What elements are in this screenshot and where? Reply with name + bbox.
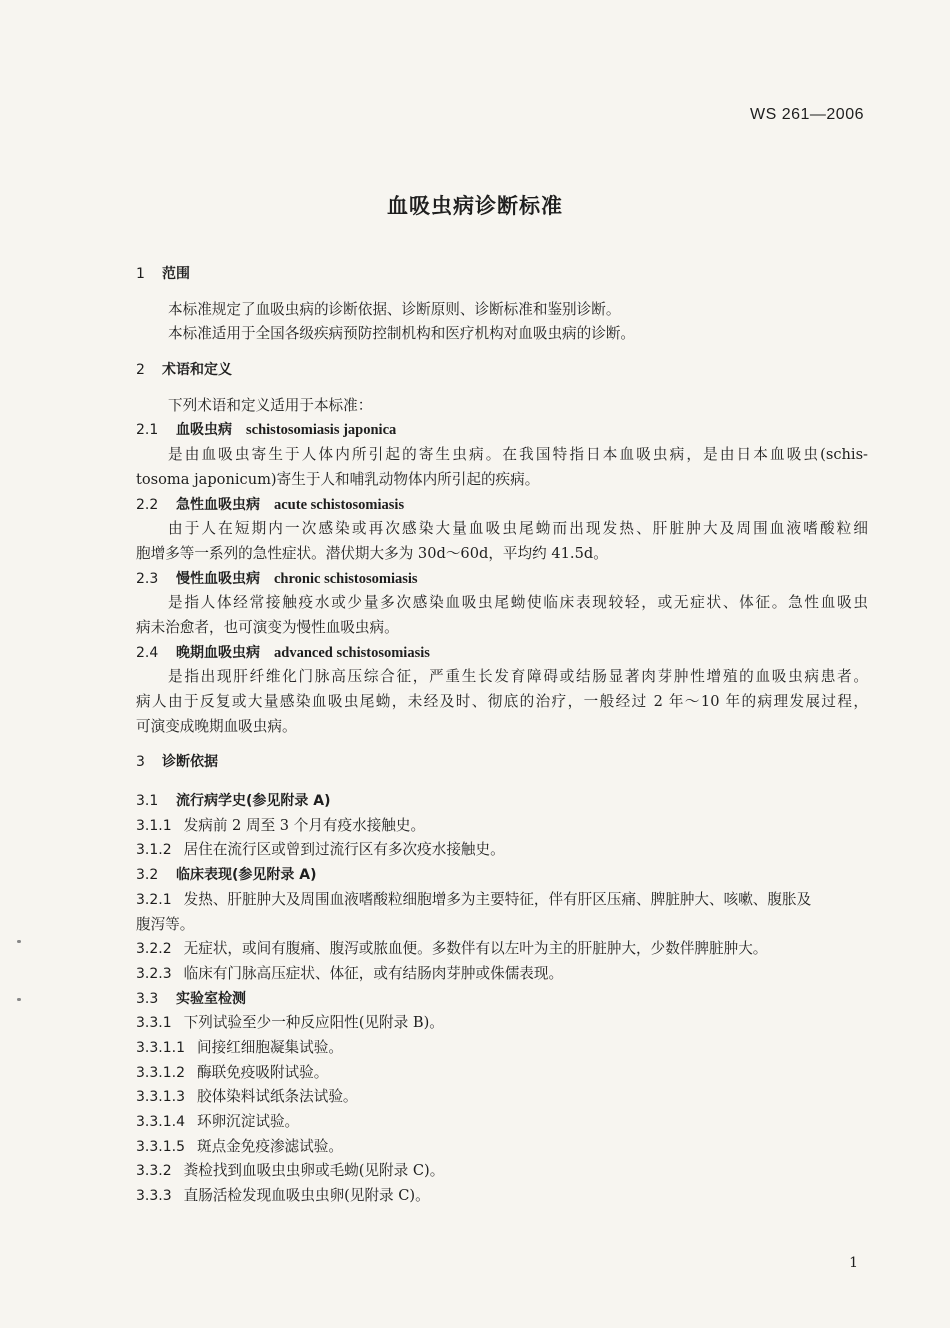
clause-3-3-1-5: 3.3.1.5 斑点金免疫渗滤试验。: [136, 1137, 343, 1155]
standard-code: WS 261—2006: [749, 106, 864, 123]
clause-3-3-1-3: 3.3.1.3 胶体染料试纸条法试验。: [136, 1088, 358, 1106]
term-2-3: 2.3 慢性血吸虫病 chronic schistosomiasis: [136, 570, 418, 587]
term-2-2: 2.2 急性血吸虫病 acute schistosomiasis: [136, 496, 405, 513]
clause-3-3-1-1: 3.3.1.1 间接红细胞凝集试验。: [136, 1038, 343, 1056]
clause-3-2-1-continued: 腹泻等。: [136, 915, 195, 933]
term-definition: 可演变成晚期血吸虫病。: [136, 717, 297, 735]
section-3-heading: 3 诊断依据: [136, 754, 218, 771]
clause-3-3-2: 3.3.2 粪检找到血吸虫虫卵或毛蚴(见附录 C)。: [136, 1162, 445, 1180]
term-definition: 是指出现肝纤维化门脉高压综合征，严重生长发育障碍或结肠显著肉芽肿性增殖的血吸虫病患者。: [168, 668, 868, 686]
document-body: [136, 262, 868, 1209]
page-number: 1: [849, 1255, 858, 1271]
clause-3-1: 3.1 流行病学史(参见附录 A): [136, 793, 331, 810]
document-title: 血吸虫病诊断标准: [387, 194, 563, 218]
section-1-paragraph: 本标准适用于全国各级疾病预防控制机构和医疗机构对血吸虫病的诊断。: [168, 325, 636, 343]
clause-3-3-1-2: 3.3.1.2 酶联免疫吸附试验。: [136, 1063, 329, 1081]
scan-speck: [17, 940, 21, 943]
clause-3-1-1: 3.1.1 发病前 2 周至 3 个月有疫水接触史。: [136, 816, 426, 834]
clause-3-2-2: 3.2.2 无症状，或间有腹痛、腹泻或脓血便。多数伴有以左叶为主的肝脏肿大，少数伴脾脏肿大。: [136, 940, 768, 958]
section-1-paragraph: 本标准规定了血吸虫病的诊断依据、诊断原则、诊断标准和鉴别诊断。: [168, 300, 621, 318]
term-2-4: 2.4 晚期血吸虫病 advanced schistosomiasis: [136, 644, 430, 661]
clause-3-3-3: 3.3.3 直肠活检发现血吸虫虫卵(见附录 C)。: [136, 1187, 430, 1205]
section-1-heading: 1 范围: [136, 266, 190, 282]
term-definition: tosoma japonicum)寄生于人和哺乳动物体内所引起的疾病。: [136, 470, 540, 488]
clause-3-2: 3.2 临床表现(参见附录 A): [136, 867, 317, 884]
clause-3-3-1-4: 3.3.1.4 环卵沉淀试验。: [136, 1113, 300, 1130]
clause-3-2-3: 3.2.3 临床有门脉高压症状、体征，或有结肠肉芽肿或侏儒表现。: [136, 964, 564, 982]
clause-3-3: 3.3 实验室检测: [136, 990, 246, 1007]
term-definition: 是由血吸虫寄生于人体内所引起的寄生虫病。在我国特指日本血吸虫病，是由日本血吸虫(schis-: [168, 446, 868, 464]
term-definition: 由于人在短期内一次感染或再次感染大量血吸虫尾蚴而出现发热、肝脏肿大及周围血液嗜酸粒细: [168, 520, 868, 538]
term-definition: 病未治愈者，也可演变为慢性血吸虫病。: [136, 618, 399, 636]
term-definition: 病人由于反复或大量感染血吸虫尾蚴，未经及时、彻底的治疗，一般经过 2 年～10 年的病理发展过程，: [136, 693, 868, 710]
clause-3-3-1: 3.3.1 下列试验至少一种反应阳性(见附录 B)。: [136, 1014, 444, 1032]
term-2-1: 2.1 血吸虫病 schistosomiasis japonica: [136, 422, 397, 439]
section-2-intro: 下列术语和定义适用于本标准：: [168, 396, 373, 414]
clause-3-2-1: 3.2.1 发热、肝脏肿大及周围血液嗜酸粒细胞增多为主要特征，伴有肝区压痛、脾脏肿大、咳嗽、腹胀及: [136, 890, 812, 908]
term-definition: 胞增多等一系列的急性症状。潜伏期大多为 30d～60d，平均约 41.5d。: [136, 544, 608, 562]
section-2-heading: 2 术语和定义: [136, 362, 232, 379]
term-definition: 是指人体经常接触疫水或少量多次感染血吸虫尾蚴使临床表现较轻，或无症状、体征。急性血吸虫: [168, 594, 868, 612]
clause-3-1-2: 3.1.2 居住在流行区或曾到过流行区有多次疫水接触史。: [136, 841, 505, 859]
scan-speck: [17, 998, 21, 1001]
